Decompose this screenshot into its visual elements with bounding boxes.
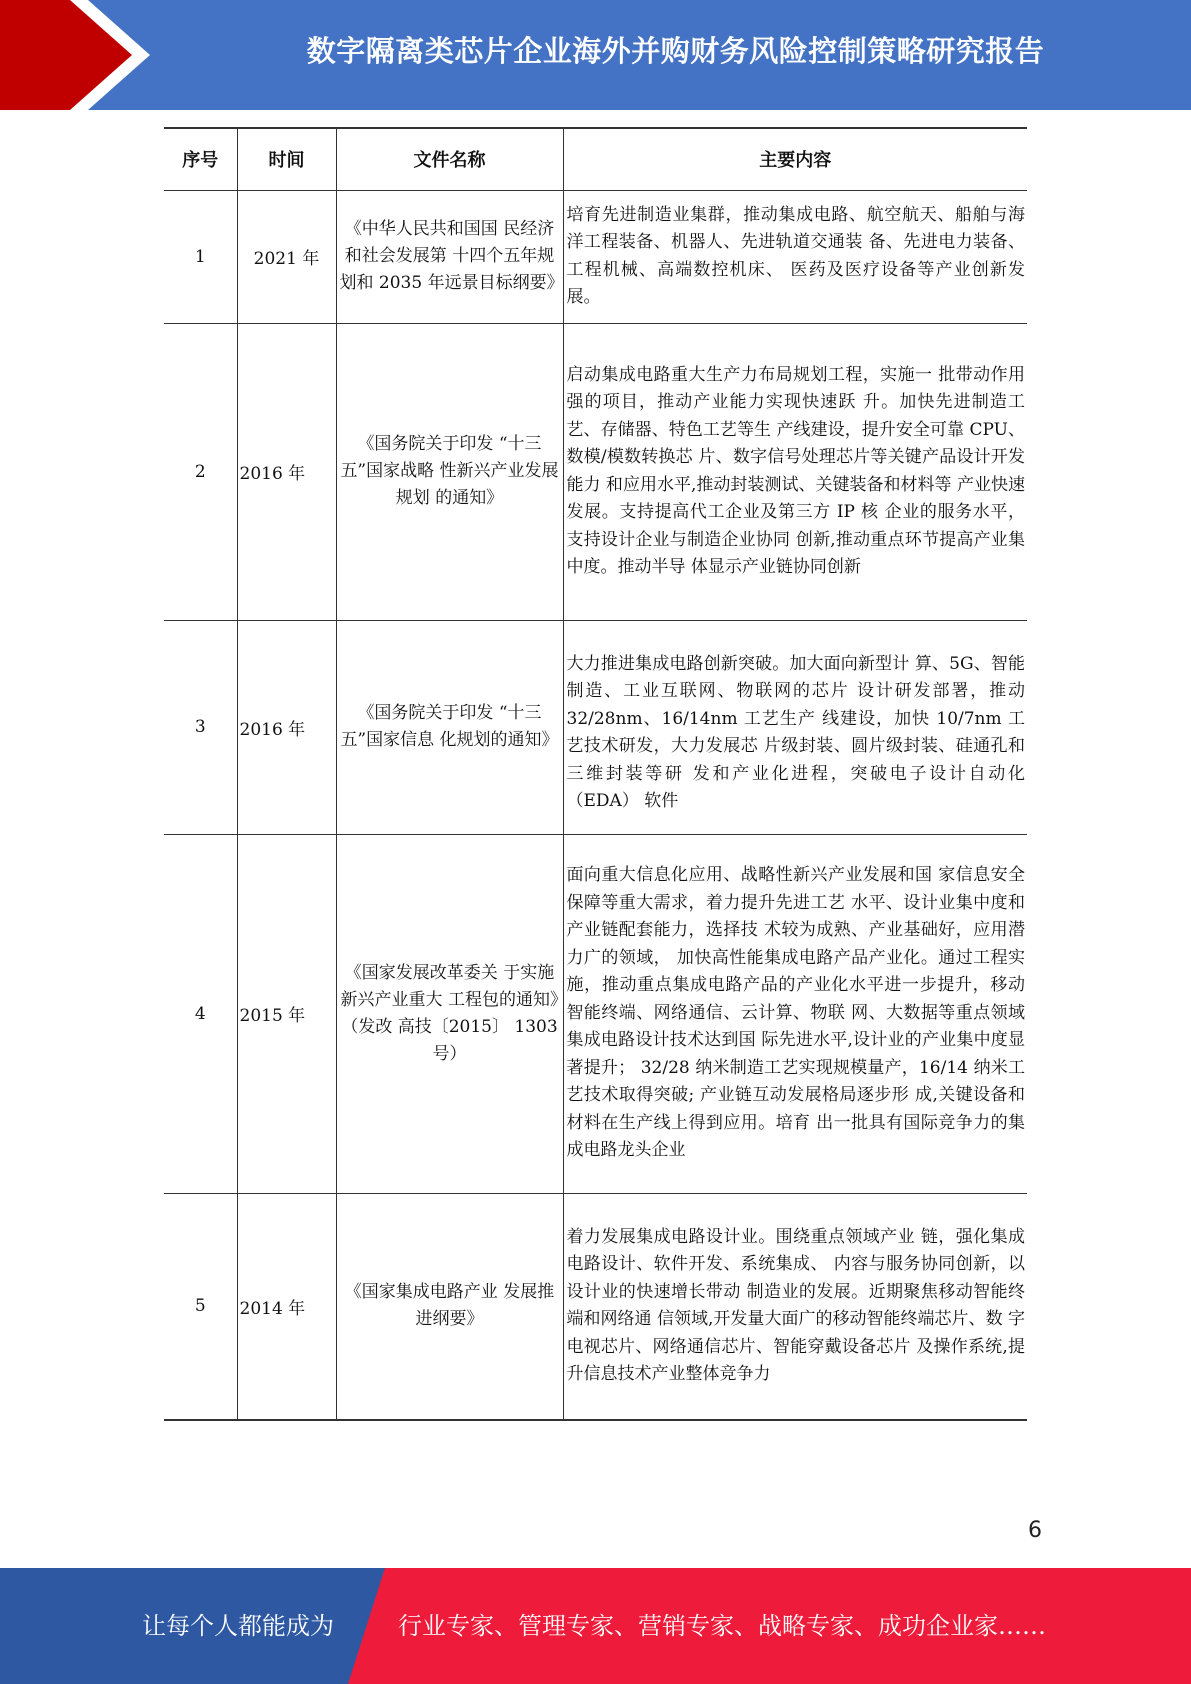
column-header-no: 序号 [164, 128, 237, 190]
table-header-row [164, 128, 1027, 190]
row-time: 2015 年 [237, 834, 336, 1193]
table-row [164, 323, 1027, 620]
column-header-content: 主要内容 [563, 128, 1027, 190]
row-no: 1 [164, 190, 237, 323]
row-no: 4 [164, 834, 237, 1193]
row-content: 面向重大信息化应用、战略性新兴产业发展和国 家信息安全保障等重大需求，着力提升先进工艺 水平、设计业集中度和产业链配套能力，选择技 术较为成熟、产业基础好，应用潜力广的领域， 加快高性能集成电路产品产业化。通过工程实 施，推动重点集成电路产品的产业化水平进一步提升，移动智能终端、网络通信、云计算、物联 网、大数据等重点领域集成电路设计技术达到国 际先进水平,设计业的产业集中度显著提升； 32/28 纳米制造工艺实现规模量产，16/14 纳米工 艺技术取得突破; 产业链互动发展格局逐步形 成,关键设备和材料在生产线上得到应用。培育 出一批具有国际竞争力的集成电路龙头企业 [563, 834, 1027, 1193]
row-time: 2014 年 [237, 1193, 336, 1420]
report-title: 数字隔离类芯片企业海外并购财务风险控制策略研究报告 [306, 34, 1045, 68]
row-document-name: 《国家发展改革委关 于实施新兴产业重大 工程包的通知》（发改 高技〔2015〕 1303 号） [336, 834, 563, 1193]
row-document-name: 《国务院关于印发 “十三五”国家信息 化规划的通知》 [336, 620, 563, 834]
row-content: 着力发展集成电路设计业。围绕重点领域产业 链，强化集成电路设计、软件开发、系统集成、 内容与服务协同创新，以设计业的快速增长带动 制造业的发展。近期聚焦移动智能终端和网络通 信领域,开发量大面广的移动智能终端芯片、数 字电视芯片、网络通信芯片、智能穿戴设备芯片 及操作系统,提升信息技术产业整体竞争力 [563, 1193, 1027, 1420]
footer-slogan-left: 让每个人都能成为 [142, 1612, 334, 1640]
column-header-name: 文件名称 [336, 128, 563, 190]
row-no: 2 [164, 323, 237, 620]
row-time: 2021 年 [237, 190, 336, 323]
page-number: 6 [1028, 1518, 1042, 1543]
footer-banner [0, 1568, 1191, 1684]
table-row [164, 620, 1027, 834]
row-no: 3 [164, 620, 237, 834]
table-row [164, 190, 1027, 323]
row-time: 2016 年 [237, 323, 336, 620]
policy-table [164, 127, 1027, 1421]
row-time: 2016 年 [237, 620, 336, 834]
row-document-name: 《国务院关于印发 “十三五”国家战略 性新兴产业发展规划 的通知》 [336, 323, 563, 620]
table-row [164, 1193, 1027, 1420]
chevron-arrow-icon-red [0, 0, 132, 110]
row-document-name: 《中华人民共和国国 民经济和社会发展第 十四个五年规划和 2035 年远景目标纲要》 [336, 190, 563, 323]
row-no: 5 [164, 1193, 237, 1420]
header-banner [0, 0, 1191, 110]
row-content: 启动集成电路重大生产力布局规划工程，实施一 批带动作用强的项目，推动产业能力实现快速跃 升。加快先进制造工艺、存储器、特色工艺等生 产线建设，提升安全可靠 CPU、数模/模数转换芯 片、数字信号处理芯片等关键产品设计开发能力 和应用水平,推动封装测试、关键装备和材料等 产业快速发展。支持提高代工企业及第三方 IP 核 企业的服务水平，支持设计企业与制造企业协同 创新,推动重点环节提高产业集中度。推动半导 体显示产业链协同创新 [563, 323, 1027, 620]
row-document-name: 《国家集成电路产业 发展推进纲要》 [336, 1193, 563, 1420]
footer-slogan-right: 行业专家、管理专家、营销专家、战略专家、成功企业家…… [398, 1612, 1046, 1640]
row-content: 大力推进集成电路创新突破。加大面向新型计 算、5G、智能制造、工业互联网、物联网的芯片 设计研发部署，推动 32/28nm、16/14nm 工艺生产 线建设，加快 10/7nm 工艺技术研发，大力发展芯 片级封装、圆片级封装、硅通孔和三维封装等研 发和产业化进程，突破电子设计自动化（EDA） 软件 [563, 620, 1027, 834]
column-header-time: 时间 [237, 128, 336, 190]
table-row [164, 834, 1027, 1193]
row-content: 培育先进制造业集群，推动集成电路、航空航天、船舶与海洋工程装备、机器人、先进轨道交通装 备、先进电力装备、工程机械、高端数控机床、 医药及医疗设备等产业创新发展。 [563, 190, 1027, 323]
